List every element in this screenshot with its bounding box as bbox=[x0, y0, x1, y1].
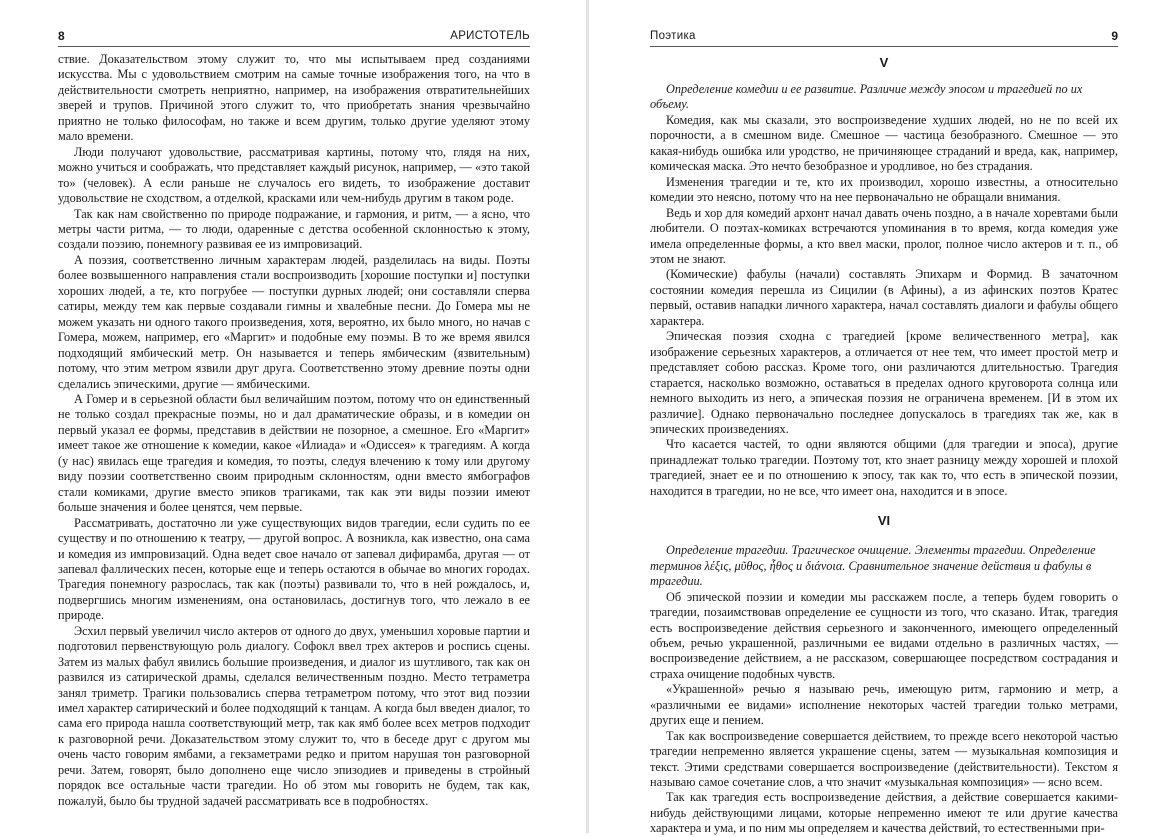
running-title: Поэтика bbox=[650, 30, 696, 42]
paragraph: Так как воспроизведение совершается действием, то прежде всего некоторой частью трагедии непременно является украшение сцены, затем — музыкальная композиция и текст. Этими средствами совершается воспроизведение (действительности). Текстом я называю самое сочетание слов, а что значит «музыкальная композиция» — ясно всем. bbox=[650, 728, 1118, 790]
chapter-heading: V bbox=[879, 55, 889, 70]
paragraph: Эпическая поэзия сходна с трагедией [кроме величественного метра], как изображение серьезных характеров, а отличается от нее тем, что имеет простой метр и представляет собою рассказ. Кроме того, они различаются длительностью. Трагедия старается, насколько возможно, оставаться в пределах одного круговорота солнца или немного выходить из него, а эпическая поэзия не ограничена временем. [И в этом их различие]. Однако первоначально последнее допускалось в трагедиях так же, как в эпических произведениях. bbox=[650, 329, 1118, 436]
book-gutter bbox=[586, 0, 589, 833]
paragraph: (Комические) фабулы (начали) составлять Эпихарм и Формид. В зачаточном состоянии комедия перешла из Сицилии (в Афины), а из афинских поэтов Кратес первый, оставив нападки личного характера, начал составлять диалоги и фабулы общего характера. bbox=[650, 267, 1118, 328]
running-head-right bbox=[650, 28, 1118, 47]
paragraph: Изменения трагедии и те, кто их производил, хорошо известны, а относительно комедии это неясно, потому что на нее первоначально не обращали внимания. bbox=[650, 174, 1118, 205]
paragraph: Люди получают удовольствие, рассматривая картины, потому что, глядя на них, можно учиться и соображать, что представляет каждый рисунок, например, — «это такой то» (человек). А если раньше не случалось его видеть, то изображение доставит удовольствие не сходством, а отделкой, красками или чем-нибудь другим в таком роде. bbox=[58, 144, 530, 206]
paragraph: А поэзия, соответственно личным характерам людей, разделилась на виды. Поэты более возвышенного направления стали воспроизводить [хорошие поступки и] поступки хороших людей, а те, кто погрубее — поступки дурных людей; они составляли сперва сатиры, между тем как первые создавали гимны и хвалебные песни. До Гомера мы не можем указать ни одного такого произведения, хотя, вероятно, их было много, но начав с Гомера, можем, например, его «Маргит» и подобные ему поэмы. В то же время явился подходящий ямбический метр. Он называется и теперь ямбическим (язвительным) потому, что этим метром язвили друг друга. Соответственно этому древние поэты одни сделались эпическими, другие — ямбическими. bbox=[58, 252, 530, 391]
running-head-left bbox=[58, 28, 530, 47]
paragraph: Эсхил первый увеличил число актеров от одного до двух, уменьшил хоровые партии и подготовил первенствующую роль диалогу. Софокл ввел трех актеров и роспись сцены. Затем из малых фабул явились большие произведения, и диалог из шутливого, так как он развился из сатирической драмы, сделался величественным поздно. Место тетраметра занял триметр. Трагики пользовались сперва тетраметром потому, что этот вид поэзии имел характер сатирический и более подходящий к танцам. А когда был введен диалог, то сама его природа нашла соответствующий метр, так как ямб более всех метров подходит к разговорной речи. Доказательством этому служит то, что в беседе друг с другом мы очень часто говорим ямбами, а гекзаметрами редко и притом нарушая тон разговорной речи. Затем, говорят, было дополнено еще число эпизодиев и приведены в стройный порядок все остальные части трагедии. Но об этом мы говорить не будем, так как, пожалуй, было бы трудной задачей рассматривать все в подробностях. bbox=[58, 623, 530, 808]
paragraph: Ведь и хор для комедий архонт начал давать очень поздно, а в начале хоревтами были любители. О поэтах-комиках встречаются упоминания в то время, когда комедия уже имела определенные формы, а кто ввел маски, пролог, полное число актеров и т. п., об этом не знают. bbox=[650, 205, 1118, 266]
right-page bbox=[650, 0, 1118, 836]
paragraph: А Гомер и в серьезной области был величайшим поэтом, потому что он единственный не только создал прекрасные поэмы, но и дал драматические образы, и в комедии он первый указал ее формы, представив в действии не позорное, а смешное. Его «Маргит» имеет такое же отношение к комедии, какое «Илиада» и «Одиссея» к трагедиям. А когда (у нас) явилась еще трагедия и комедия, то поэты, следуя влечению к тому или другому виду поэзии соответственно своим природным склонностям, одни вместо ямбографов стали комиками, другие вместо эпиков трагиками, так как эти виды поэзии имеют больше значения и более ценятся, чем первые. bbox=[58, 391, 530, 515]
running-title: АРИСТОТЕЛЬ bbox=[450, 30, 530, 42]
chapter-heading: VI bbox=[877, 513, 891, 529]
page-body bbox=[650, 52, 1118, 837]
paragraph: Так как трагедия есть воспроизведение действия, а действие совершается какими-нибудь действующими лицами, которые непременно имеют те или другие качества характера и ума, и по ним мы определяем и качества действий, то естественными при- bbox=[650, 790, 1118, 836]
paragraph: Что касается частей, то одни являются общими (для трагедии и эпоса), другие принадлежат только трагедии. Поэтому тот, кто знает разницу между хорошей и плохой трагедией, знает ее и по отношению к эпосу, так как то, что есть в эпической поэзии, находится в трагедии, но не все, что имеет она, находится и в эпосе. bbox=[650, 437, 1118, 498]
paragraph: Комедия, как мы сказали, это воспроизведение худших людей, но не по всей их порочности, а в смешном виде. Смешное — частица безобразного. Смешное — это какая-нибудь ошибка или уродство, не причиняющее страданий и вреда, как, например, комическая маска. Это нечто безобразное и уродливое, но без страдания. bbox=[650, 112, 1118, 174]
paragraph: Об эпической поэзии и комедии мы расскажем после, а теперь будем говорить о трагедии, позаимствовав определение ее сущности из того, что сказано. Итак, трагедия есть воспроизведение действия серьезного и законченного, имеющего определенный объем, речью украшенной, различными ее видами отдельно в различных частях, — воспроизведение действием, а не рассказом, совершающее посредством сострадания и страха очищение подобных чувств. bbox=[650, 589, 1118, 681]
paragraph: ствие. Доказательством этому служит то, что мы испытываем пред созданиями искусства. Мы с удовольствием смотрим на самые точные изображения того, на что в действительности смотреть неприятно, например, на изображения отвратительнейших зверей и трупов. Причиной этого служит то, что приобретать знания чрезвычайно приятно не только философам, но также и всем другим, только другие уделяют этому мало времени. bbox=[58, 52, 530, 144]
paragraph: Рассматривать, достаточно ли уже существующих видов трагедии, если судить по ее существу и по отношению к театру, — другой вопрос. А возникла, как известно, она сама и комедия из импровизаций. Одна ведет свое начало от запевал дифирамба, другая — от запевал фаллических песен, которые еще и теперь остаются в обычае во многих городах. Трагедия понемногу разрослась, так как (поэты) развивали то, что в ней рождалось, и, подвергшись многим изменениям, она остановилась, достигнув того, что лежало в ее природе. bbox=[58, 515, 530, 623]
paragraph: «Украшенной» речью я называю речь, имеющую ритм, гармонию и метр, а «различными ее видами» исполнение некоторых частей трагедии только метрами, других еще и пением. bbox=[650, 682, 1118, 728]
paragraph: Так как нам свойственно по природе подражание, и гармония, и ритм, — а ясно, что метры части ритма, — то люди, одаренные с детства особенной склонностью к этому, создали поэзию, понемногу развивая ее из импровизаций. bbox=[58, 206, 530, 252]
page-number: 8 bbox=[58, 29, 65, 43]
left-page bbox=[58, 0, 530, 833]
chapter-summary: Определение комедии и ее развитие. Различие между эпосом и трагедией по их объему. bbox=[650, 82, 1083, 112]
page-number: 9 bbox=[1111, 29, 1118, 43]
page-body bbox=[58, 52, 530, 809]
chapter-summary: Определение трагедии. Трагическое очищение. Элементы трагедии. Определение терминов λέξις, μῦθος, ἦθος и διάνοια. Сравнительное значение действия и фабулы в трагедии. bbox=[650, 543, 1096, 589]
